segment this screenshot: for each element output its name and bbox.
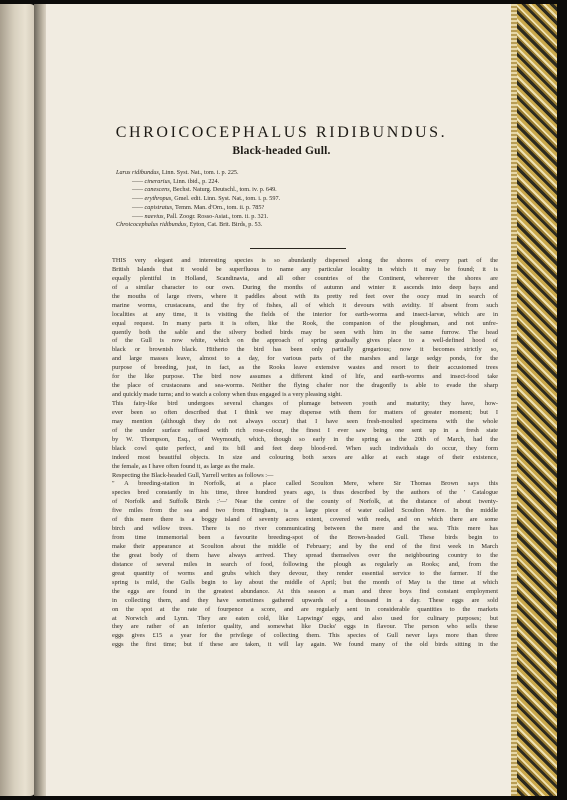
- synonym-name: —— canescens,: [132, 186, 172, 194]
- synonym-entry: [116, 204, 416, 213]
- text-line: " A breeding-station in Norfolk, at a place called Scoulton Mere, where Sir Thomas Brown says this: [112, 480, 498, 488]
- synonym-reference: Gmel. edit. Linn. Syst. Nat., tom. i. p. 597.: [172, 195, 281, 203]
- text-line: may mention (although they do not always occur) that I have seen fresh-moulted specimens with the whole: [112, 417, 498, 425]
- synonym-name: Chroicocephalus ridibundus,: [116, 221, 188, 229]
- text-line: in collecting them, and they have sometimes gathered upwards of a thousand in a day. These eggs are sold: [112, 596, 498, 604]
- synonym-entry: [116, 195, 416, 204]
- page: [46, 4, 517, 796]
- text-line: localities at any time, it is visiting the fields of the interior for earth-worms and insect-larvæ, which are in: [112, 310, 498, 318]
- synonym-reference: Eyton, Cat. Brit. Birds, p. 53.: [187, 221, 263, 229]
- synonym-reference: Linn. Syst. Nat., tom. i. p. 225.: [160, 169, 239, 176]
- text-line: black or brownish black. Hitherto the bird has been only partially gregarious; now it becomes strictly so,: [112, 346, 498, 354]
- text-line: the great body of them have always arrived. They spread themselves over the neighbouring country to the: [112, 551, 498, 559]
- text-line: of Norfolk and Suffolk Birds :'—' Near the centre of the county of Norfolk, at the distance of about twenty-: [112, 498, 498, 506]
- text-line: five miles from the sea and two from Hingham, is a large piece of water called Scoulton Mere. In the middle: [112, 507, 498, 515]
- text-line: the place of crustaceans and sea-worms. Neither the flying chafer nor the dragonfly is able to evade the sharp: [112, 382, 498, 390]
- text-line: eggs gives £15 a year for the privilege of collecting them. This species of Gull never lays more than three: [112, 632, 498, 640]
- text-line: on the spot at the rate of fourpence a score, and are regularly sent in considerable quantities to the markets: [112, 605, 498, 613]
- text-line: by W. Thompson, Esq., of Weymouth, which, though so early in the spring as the 20th of March, had the: [112, 435, 498, 443]
- page-subtitle: Black-headed Gull.: [232, 145, 331, 157]
- text-line: ever been so often described that I think we may dispense with them for matters of greater moment; but I: [112, 408, 498, 416]
- text-line: indeed most beautiful objects. In size and colouring both sexes are alike at each stage of their existence,: [112, 453, 498, 461]
- synonym-entry: [116, 169, 416, 178]
- text-line: British Islands that it would be superfluous to name any particular locality in which it may be found; it is: [112, 265, 498, 273]
- text-line: the female, as I have often found it, as large as the male.: [112, 462, 255, 470]
- page-title: CHROICOCEPHALUS RIDIBUNDUS.: [115, 124, 448, 141]
- text-line: black cowl quite perfect, and its bill and feet deep blood-red. When such individuals do occur, they form: [112, 444, 498, 452]
- synonym-reference: Bechst. Naturg. Deutschl., tom. iv. p. 649.: [171, 186, 277, 194]
- text-line: from time immemorial been a favourite breeding-spot of the Brown-headed Gull. These birds begin to: [112, 534, 498, 542]
- text-line: of the Gull is now white, which on the approach of spring gradually gives place to a well-defined hood of: [112, 337, 498, 345]
- text-line: purpose of breeding, just, in fact, as the Rooks leave extensive wastes and resort to their accustomed trees: [112, 364, 498, 372]
- text-line: of the under surface suffused with rich rose-colour, the finest I ever saw being one sent up in a fresh state: [112, 426, 498, 434]
- text-line: and large masses leave, almost to a day, for various parts of the marshes and large sedgy ponds, for the: [112, 355, 498, 363]
- section-rule: [250, 248, 346, 249]
- text-line: species bred constantly in his time, three hundred years ago, is thus described by the authors of the ' Catalogue: [112, 489, 498, 497]
- text-line: equal request. In many parts it is often, like the Rook, the companion of the ploughman, and not unfre-: [112, 319, 498, 327]
- text-line: they are rather of an inferior quality, and somewhat like Ducks' eggs in flavour. The person who sells these: [112, 623, 498, 631]
- synonym-entry: [116, 186, 416, 195]
- text-line: equally plentiful in Holland, Scandinavia, and all other countries of the Continent, wherever the shores are: [112, 274, 498, 282]
- synonym-entry: [116, 213, 416, 222]
- text-line: eggs the first time; but if these are taken, it will lay again. We found many of the old birds sitting in the: [112, 641, 498, 649]
- body-text: [112, 257, 498, 650]
- text-line: make their appearance at Scoulton about the middle of February; and by the end of the first week in March: [112, 543, 498, 550]
- synonym-name: Larus ridibundus,: [116, 169, 161, 176]
- synonym-name: —— naevius,: [132, 212, 165, 220]
- synonym-reference: Temm. Man. d'Orn., tom. ii. p. 785?: [173, 203, 265, 211]
- synonym-entry: [116, 221, 416, 230]
- text-line: quently both the sable and the silvery bodied birds may be seen with him in the same furrow. The head: [112, 328, 498, 336]
- text-line: This fairy-like bird undergoes several changes of plumage between youth and maturity; they have, how-: [112, 400, 498, 407]
- text-line: Respecting the Black-headed Gull, Yarrell writes as follows :—: [112, 471, 274, 479]
- text-line: the mouths of large rivers, where it paddles about with its pretty red feet over the oozy mud in search of: [112, 292, 498, 300]
- text-line: the eggs are found in the greatest abundance. At this season a man and three boys find constant employment: [112, 587, 498, 595]
- synonymy-list: [116, 169, 416, 230]
- text-line: birch and willow trees. There is no river communicating between the mere and the sea. This mere has: [112, 525, 498, 533]
- marbled-edge: [517, 4, 557, 796]
- text-line: great quantity of worms and grubs which they devour, they render essential service to the farmer. If the: [112, 569, 498, 577]
- text-line: distance of several miles in search of food, following the plough as regularly as Rooks; and, from the: [112, 560, 498, 568]
- text-line: of a similar character to our own. During the months of autumn and winter it ascends into deep bays and: [112, 283, 498, 291]
- text-line: spring is mild, the Gulls begin to lay about the middle of April; but the month of May is the time at which: [112, 578, 498, 586]
- text-line: at Norwich and Lynn. They are eaten cold, like Lapwings' eggs, and also used for culinary purposes; but: [112, 614, 498, 622]
- text-line: and quickly made turns; and to watch a colony when thus engaged is a very pleasing sight.: [112, 391, 342, 399]
- synonym-entry: [116, 178, 416, 187]
- synonym-name: —— capistratus,: [132, 203, 174, 211]
- text-line: marine worms, crustaceans, and the fry of fishes, all of which it devours with avidity. If absent from such: [112, 301, 498, 309]
- synonym-reference: Pall. Zoogr. Rosso-Asiat., tom. ii. p. 321.: [165, 212, 269, 220]
- synonym-name: —— cinerarius,: [132, 177, 172, 185]
- synonym-name: —— erythropus,: [132, 195, 173, 203]
- synonym-reference: Linn. ibid., p. 224.: [171, 177, 220, 185]
- text-line: THIS very elegant and interesting species is so abundantly dispersed along the shores of every part of the: [112, 257, 498, 264]
- text-line: of this mere there is a boggy island of seventy acres extent, covered with reeds, and on which there are some: [112, 516, 498, 524]
- left-page-edge: [0, 4, 36, 796]
- text-line: for the like purpose. The bird now assumes a different kind of life, and earth-worms and insect-food take: [112, 373, 498, 381]
